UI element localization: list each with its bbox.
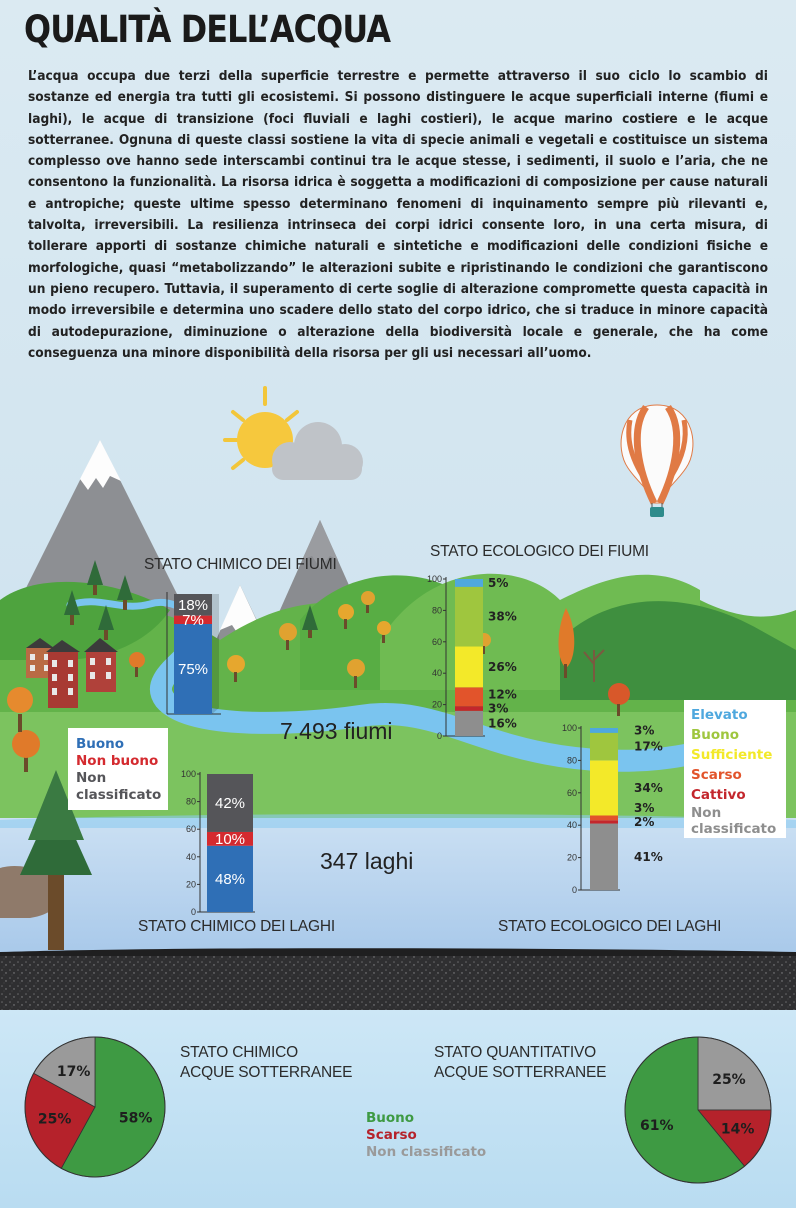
data-label: 2% [634,814,655,829]
data-label: 41% [634,849,663,864]
pie-label: 14% [720,1121,755,1138]
legend-sotterranee [366,1110,486,1161]
bar-segment [455,579,483,587]
y-tick-label: 20 [566,852,577,863]
y-tick-label: 40 [431,668,442,679]
legend-item-sufficiente: Sufficiente [691,747,773,763]
chart-title-sotterranee-chimico [180,1043,352,1083]
legend-item-cattivo: Cattivo [691,787,746,803]
chart-title-laghi-chimico: STATO CHIMICO DEI LAGHI [138,918,335,935]
legend-item-scarso: Scarso [691,767,742,783]
bar-segment [455,587,483,647]
data-label: 10% [214,830,246,848]
data-label: 75% [177,661,209,678]
pie-label: 25% [712,1072,746,1089]
y-tick-label: 80 [431,605,442,616]
data-label: 3% [634,723,655,738]
pie-label: 61% [640,1117,674,1134]
y-tick-label: 80 [566,755,577,766]
bar-segment [590,824,618,890]
data-label: 16% [488,716,517,731]
legend-item-non-classificato: Non classificato [366,1144,487,1160]
chart-title-fiumi-chimico: STATO CHIMICO DEI FIUMI [144,556,337,573]
y-tick-label: 20 [185,879,196,890]
data-label: 18% [177,596,209,614]
bar-shade [212,594,219,714]
data-label: 3% [634,800,655,815]
pie-label: 25% [37,1111,72,1128]
data-label: 34% [634,780,663,795]
legend-item-buono: Buono [76,736,125,752]
y-tick-label: 100 [180,769,196,779]
chart-sotterranee-chimico [25,1037,165,1177]
y-tick-label: 40 [185,851,196,862]
title-line: ACQUE SOTTERRANEE [180,1064,353,1081]
legend-item-non-classificato [691,805,786,837]
bar-segment [590,815,618,820]
fiumi-count: 7.493 fiumi [280,718,393,744]
legend-item-buono: Buono [691,727,740,743]
data-label: 38% [488,609,517,624]
y-tick-label: 0 [436,731,442,741]
title-line: STATO QUANTITATIVO [434,1044,597,1061]
bar-segment [455,711,483,736]
pie-label: 17% [56,1063,91,1080]
chart-title-sotterranee-quantitativo [434,1043,606,1083]
y-tick-label: 60 [185,824,196,835]
y-tick-label: 80 [185,796,196,807]
legend-chimico [68,728,168,810]
y-tick-label: 100 [426,574,442,584]
legend-item-elevato: Elevato [691,707,748,723]
y-tick-label: 20 [431,699,442,710]
chart-title-laghi-ecologico: STATO ECOLOGICO DEI LAGHI [498,918,722,935]
data-label: 48% [214,870,246,888]
data-label: 7% [182,611,204,629]
data-label: 12% [488,687,517,702]
title-line: ACQUE SOTTERRANEE [434,1064,607,1081]
legend-item-buono: Buono [366,1110,415,1126]
bar-segment [455,687,483,706]
legend-ecologico [684,700,786,838]
data-label: 42% [214,794,246,812]
y-tick-label: 40 [566,820,577,831]
y-tick-label: 0 [571,885,577,895]
page-title: QUALITÀ DELL’ACQUA [24,8,391,51]
legend-line: classificato [76,787,162,803]
chart-sotterranee-quantitativo [625,1037,771,1183]
bar-segment [455,647,483,688]
legend-item-scarso: Scarso [366,1127,417,1143]
chart-title-fiumi-ecologico: STATO ECOLOGICO DEI FIUMI [430,543,649,560]
title-line: STATO CHIMICO [180,1044,298,1061]
legend-item-non-buono: Non buono [76,753,159,769]
bar-segment [590,728,618,733]
data-label: 17% [634,739,663,754]
data-label: 3% [488,701,509,716]
chart-fiumi-chimico [167,592,221,714]
data-label: 5% [488,575,509,590]
legend-line: classificato [691,821,777,837]
y-tick-label: 60 [566,787,577,798]
bar-segment [455,706,483,711]
legend-line: Non [76,770,107,786]
bar-segment [590,820,618,823]
y-tick-label: 100 [561,723,577,733]
gravel-layer [0,952,796,1010]
intro-paragraph: L’acqua occupa due terzi della superficie terrestre e permette attraverso il suo ciclo lo scambio di sostanze ed energia tra tutti gli ecosistemi. Si possono distinguere le acque superficiali interne (fiumi e laghi), le acque di transizione (foci fluviali e laghi costieri), le acque marino costiere e le acque sotterranee. Ognuna di queste classi sostiene la vita di specie animali e vegetali e costituisce un sistema complesso ove hanno sede interscambi continui tra le acque stesse, i sedimenti, il suolo e l’aria, che ne consentono la funzionalità. La risorsa idrica è soggetta a modificazioni di composizione per cause naturali e antropiche; queste ultime spesso determinano fenomeni di inquinamento sempre più rilevanti e, talvolta, irreversibili. La resilienza intrinseca dei corpi idrici consente loro, in una certa misura, di tollerare apporti di sostanze chimiche naturali e sintetiche e modificazioni delle condizioni fisiche e morfologiche, quasi “metabolizzando” le alterazioni subite e ripristinando le condizioni che garantiscono un pieno recupero. Tuttavia, il superamento di certe soglie di alterazione compromette questa capacità in modo irreversibile e determina uno scadere dello stato del corpo idrico, che si traduce in minore capacità di autodepurazione, diminuzione o alterazione della biodiversità locale e generale, che ha come conseguenza una minore disponibilità della risorsa per gli usi necessari all’uomo. [28,68,768,361]
legend-item-non-classificato [76,770,168,804]
laghi-count: 347 laghi [320,848,414,874]
legend-line: Non [691,805,722,821]
data-label: 26% [488,659,517,674]
y-tick-label: 0 [190,907,196,917]
bar-segment [590,760,618,815]
y-tick-label: 60 [431,636,442,647]
bar-segment [590,733,618,761]
pie-label: 58% [118,1110,153,1127]
